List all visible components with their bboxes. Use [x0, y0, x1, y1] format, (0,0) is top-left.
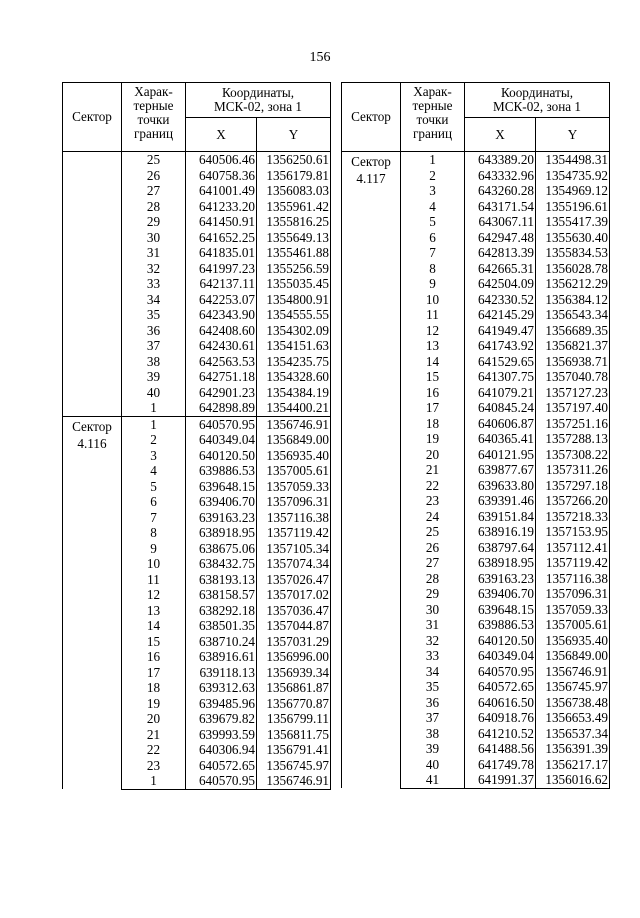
y-coordinate-cell: 1356212.29 — [536, 276, 610, 292]
y-coordinate-cell: 1357105.34 — [257, 541, 331, 557]
y-coordinate-cell: 1357127.23 — [536, 385, 610, 401]
x-coordinate-cell: 642665.31 — [465, 261, 536, 277]
y-coordinate-cell: 1356179.81 — [257, 168, 331, 184]
x-coordinate-cell: 640121.95 — [465, 447, 536, 463]
header-coordinates: Координаты, МСК-02, зона 1 — [186, 83, 331, 118]
x-coordinate-cell: 639648.15 — [465, 602, 536, 618]
x-coordinate-cell: 642408.60 — [186, 323, 257, 339]
point-number-cell: 25 — [401, 524, 465, 540]
point-number-cell: 4 — [401, 199, 465, 215]
header-boundary-points: Харак- терные точки границ — [401, 83, 465, 152]
x-coordinate-cell: 643260.28 — [465, 183, 536, 199]
point-number-cell: 8 — [401, 261, 465, 277]
point-number-cell: 1 — [122, 400, 186, 416]
y-coordinate-cell: 1355417.39 — [536, 214, 610, 230]
y-coordinate-cell: 1356821.37 — [536, 338, 610, 354]
y-coordinate-cell: 1354151.63 — [257, 338, 331, 354]
y-coordinate-cell: 1356537.34 — [536, 726, 610, 742]
point-number-cell: 36 — [401, 695, 465, 711]
y-coordinate-cell: 1357017.02 — [257, 587, 331, 603]
point-number-cell: 18 — [401, 416, 465, 432]
x-coordinate-cell: 638501.35 — [186, 618, 257, 634]
point-number-cell: 17 — [401, 400, 465, 416]
point-number-cell: 1 — [122, 773, 186, 789]
y-coordinate-cell: 1355035.45 — [257, 276, 331, 292]
y-coordinate-cell: 1356653.49 — [536, 710, 610, 726]
y-coordinate-cell: 1355961.42 — [257, 199, 331, 215]
x-coordinate-cell: 638797.64 — [465, 540, 536, 556]
point-number-cell: 5 — [122, 479, 186, 495]
point-number-cell: 33 — [122, 276, 186, 292]
point-number-cell: 16 — [122, 649, 186, 665]
x-coordinate-cell: 640845.24 — [465, 400, 536, 416]
x-coordinate-cell: 638432.75 — [186, 556, 257, 572]
x-coordinate-cell: 640570.95 — [186, 773, 257, 789]
y-coordinate-cell: 1356770.87 — [257, 696, 331, 712]
y-coordinate-cell: 1354498.31 — [536, 152, 610, 168]
table-row — [63, 416, 331, 432]
table-row — [63, 152, 331, 168]
y-coordinate-cell: 1357311.26 — [536, 462, 610, 478]
coordinates-table-right — [341, 82, 610, 789]
x-coordinate-cell: 642751.18 — [186, 369, 257, 385]
sector-cell — [63, 152, 122, 417]
x-coordinate-cell: 640570.95 — [186, 416, 257, 432]
point-number-cell: 20 — [122, 711, 186, 727]
header-x: X — [186, 118, 257, 152]
y-coordinate-cell: 1356745.97 — [536, 679, 610, 695]
y-coordinate-cell: 1356996.00 — [257, 649, 331, 665]
y-coordinate-cell: 1354800.91 — [257, 292, 331, 308]
point-number-cell: 21 — [122, 727, 186, 743]
point-number-cell: 30 — [122, 230, 186, 246]
x-coordinate-cell: 640120.50 — [186, 448, 257, 464]
x-coordinate-cell: 638916.19 — [465, 524, 536, 540]
coordinates-table-left — [62, 82, 331, 790]
y-coordinate-cell: 1357059.33 — [257, 479, 331, 495]
point-number-cell: 14 — [122, 618, 186, 634]
y-coordinate-cell: 1357153.95 — [536, 524, 610, 540]
point-number-cell: 11 — [122, 572, 186, 588]
x-coordinate-cell: 641991.37 — [465, 772, 536, 788]
x-coordinate-cell: 641001.49 — [186, 183, 257, 199]
point-number-cell: 7 — [401, 245, 465, 261]
point-number-cell: 9 — [401, 276, 465, 292]
y-coordinate-cell: 1357005.61 — [536, 617, 610, 633]
x-coordinate-cell: 642898.89 — [186, 400, 257, 416]
y-coordinate-cell: 1356935.40 — [257, 448, 331, 464]
x-coordinate-cell: 641997.23 — [186, 261, 257, 277]
y-coordinate-cell: 1356738.48 — [536, 695, 610, 711]
y-coordinate-cell: 1354235.75 — [257, 354, 331, 370]
point-number-cell: 25 — [122, 152, 186, 168]
x-coordinate-cell: 641749.78 — [465, 757, 536, 773]
point-number-cell: 19 — [122, 696, 186, 712]
point-number-cell: 28 — [122, 199, 186, 215]
point-number-cell: 39 — [122, 369, 186, 385]
y-coordinate-cell: 1355630.40 — [536, 230, 610, 246]
x-coordinate-cell: 639406.70 — [465, 586, 536, 602]
point-number-cell: 14 — [401, 354, 465, 370]
x-coordinate-cell: 642253.07 — [186, 292, 257, 308]
y-coordinate-cell: 1357119.42 — [257, 525, 331, 541]
point-number-cell: 11 — [401, 307, 465, 323]
y-coordinate-cell: 1356746.91 — [257, 773, 331, 789]
point-number-cell: 35 — [122, 307, 186, 323]
x-coordinate-cell: 640365.41 — [465, 431, 536, 447]
y-coordinate-cell: 1354400.21 — [257, 400, 331, 416]
y-coordinate-cell: 1356689.35 — [536, 323, 610, 339]
table-row — [342, 152, 610, 168]
page-number: 156 — [309, 50, 331, 65]
y-coordinate-cell: 1355256.59 — [257, 261, 331, 277]
x-coordinate-cell: 638918.95 — [186, 525, 257, 541]
point-number-cell: 19 — [401, 431, 465, 447]
point-number-cell: 8 — [122, 525, 186, 541]
point-number-cell: 23 — [401, 493, 465, 509]
x-coordinate-cell: 639391.46 — [465, 493, 536, 509]
y-coordinate-cell: 1357026.47 — [257, 572, 331, 588]
point-number-cell: 31 — [122, 245, 186, 261]
y-coordinate-cell: 1357040.78 — [536, 369, 610, 385]
point-number-cell: 27 — [122, 183, 186, 199]
y-coordinate-cell: 1356811.75 — [257, 727, 331, 743]
point-number-cell: 24 — [401, 509, 465, 525]
y-coordinate-cell: 1356861.87 — [257, 680, 331, 696]
x-coordinate-cell: 641949.47 — [465, 323, 536, 339]
header-y: Y — [257, 118, 331, 152]
point-number-cell: 32 — [401, 633, 465, 649]
point-number-cell: 20 — [401, 447, 465, 463]
point-number-cell: 40 — [401, 757, 465, 773]
x-coordinate-cell: 641233.20 — [186, 199, 257, 215]
y-coordinate-cell: 1357059.33 — [536, 602, 610, 618]
point-number-cell: 2 — [401, 168, 465, 184]
table-body — [63, 152, 331, 790]
y-coordinate-cell: 1356028.78 — [536, 261, 610, 277]
y-coordinate-cell: 1355649.13 — [257, 230, 331, 246]
point-number-cell: 26 — [122, 168, 186, 184]
y-coordinate-cell: 1357116.38 — [257, 510, 331, 526]
y-coordinate-cell: 1357251.16 — [536, 416, 610, 432]
point-number-cell: 27 — [401, 555, 465, 571]
point-number-cell: 13 — [401, 338, 465, 354]
point-number-cell: 12 — [401, 323, 465, 339]
point-number-cell: 35 — [401, 679, 465, 695]
x-coordinate-cell: 643067.11 — [465, 214, 536, 230]
point-number-cell: 21 — [401, 462, 465, 478]
x-coordinate-cell: 639648.15 — [186, 479, 257, 495]
y-coordinate-cell: 1355196.61 — [536, 199, 610, 215]
y-coordinate-cell: 1356849.00 — [536, 648, 610, 664]
x-coordinate-cell: 642504.09 — [465, 276, 536, 292]
y-coordinate-cell: 1356250.61 — [257, 152, 331, 168]
x-coordinate-cell: 642145.29 — [465, 307, 536, 323]
x-coordinate-cell: 639886.53 — [186, 463, 257, 479]
point-number-cell: 22 — [401, 478, 465, 494]
x-coordinate-cell: 641488.56 — [465, 741, 536, 757]
point-number-cell: 28 — [401, 571, 465, 587]
point-number-cell: 17 — [122, 665, 186, 681]
point-number-cell: 7 — [122, 510, 186, 526]
x-coordinate-cell: 642947.48 — [465, 230, 536, 246]
y-coordinate-cell: 1356799.11 — [257, 711, 331, 727]
x-coordinate-cell: 640349.04 — [186, 432, 257, 448]
x-coordinate-cell: 638292.18 — [186, 603, 257, 619]
header-boundary-points: Харак- терные точки границ — [122, 83, 186, 152]
point-number-cell: 15 — [122, 634, 186, 650]
y-coordinate-cell: 1354328.60 — [257, 369, 331, 385]
y-coordinate-cell: 1355461.88 — [257, 245, 331, 261]
point-number-cell: 37 — [122, 338, 186, 354]
point-number-cell: 1 — [401, 152, 465, 168]
y-coordinate-cell: 1356391.39 — [536, 741, 610, 757]
point-number-cell: 40 — [122, 385, 186, 401]
x-coordinate-cell: 638193.13 — [186, 572, 257, 588]
sector-cell: Сектор 4.117 — [342, 152, 401, 789]
x-coordinate-cell: 642901.23 — [186, 385, 257, 401]
x-coordinate-cell: 639679.82 — [186, 711, 257, 727]
point-number-cell: 15 — [401, 369, 465, 385]
y-coordinate-cell: 1357096.31 — [536, 586, 610, 602]
point-number-cell: 32 — [122, 261, 186, 277]
x-coordinate-cell: 642343.90 — [186, 307, 257, 323]
y-coordinate-cell: 1356016.62 — [536, 772, 610, 788]
point-number-cell: 38 — [401, 726, 465, 742]
point-number-cell: 6 — [401, 230, 465, 246]
y-coordinate-cell: 1357036.47 — [257, 603, 331, 619]
point-number-cell: 29 — [401, 586, 465, 602]
header-sector: Сектор — [342, 83, 401, 152]
point-number-cell: 31 — [401, 617, 465, 633]
table-header — [63, 83, 331, 152]
x-coordinate-cell: 640349.04 — [465, 648, 536, 664]
point-number-cell: 16 — [401, 385, 465, 401]
table-header — [342, 83, 610, 152]
point-number-cell: 9 — [122, 541, 186, 557]
point-number-cell: 6 — [122, 494, 186, 510]
x-coordinate-cell: 638710.24 — [186, 634, 257, 650]
point-number-cell: 37 — [401, 710, 465, 726]
y-coordinate-cell: 1357197.40 — [536, 400, 610, 416]
x-coordinate-cell: 640606.87 — [465, 416, 536, 432]
point-number-cell: 18 — [122, 680, 186, 696]
y-coordinate-cell: 1357031.29 — [257, 634, 331, 650]
y-coordinate-cell: 1356935.40 — [536, 633, 610, 649]
y-coordinate-cell: 1354555.55 — [257, 307, 331, 323]
x-coordinate-cell: 639163.23 — [465, 571, 536, 587]
point-number-cell: 2 — [122, 432, 186, 448]
y-coordinate-cell: 1356746.91 — [257, 416, 331, 432]
x-coordinate-cell: 640570.95 — [465, 664, 536, 680]
point-number-cell: 12 — [122, 587, 186, 603]
point-number-cell: 23 — [122, 758, 186, 774]
y-coordinate-cell: 1357044.87 — [257, 618, 331, 634]
x-coordinate-cell: 642813.39 — [465, 245, 536, 261]
y-coordinate-cell: 1356745.97 — [257, 758, 331, 774]
x-coordinate-cell: 641652.25 — [186, 230, 257, 246]
y-coordinate-cell: 1357005.61 — [257, 463, 331, 479]
point-number-cell: 41 — [401, 772, 465, 788]
table-body — [342, 152, 610, 789]
point-number-cell: 3 — [122, 448, 186, 464]
y-coordinate-cell: 1354302.09 — [257, 323, 331, 339]
x-coordinate-cell: 643332.96 — [465, 168, 536, 184]
y-coordinate-cell: 1356939.34 — [257, 665, 331, 681]
x-coordinate-cell: 642430.61 — [186, 338, 257, 354]
x-coordinate-cell: 639151.84 — [465, 509, 536, 525]
x-coordinate-cell: 643171.54 — [465, 199, 536, 215]
y-coordinate-cell: 1357096.31 — [257, 494, 331, 510]
point-number-cell: 13 — [122, 603, 186, 619]
y-coordinate-cell: 1354969.12 — [536, 183, 610, 199]
y-coordinate-cell: 1356849.00 — [257, 432, 331, 448]
y-coordinate-cell: 1356543.34 — [536, 307, 610, 323]
point-number-cell: 36 — [122, 323, 186, 339]
x-coordinate-cell: 640120.50 — [465, 633, 536, 649]
x-coordinate-cell: 639118.13 — [186, 665, 257, 681]
y-coordinate-cell: 1356791.41 — [257, 742, 331, 758]
x-coordinate-cell: 642137.11 — [186, 276, 257, 292]
x-coordinate-cell: 638158.57 — [186, 587, 257, 603]
y-coordinate-cell: 1357074.34 — [257, 556, 331, 572]
point-number-cell: 38 — [122, 354, 186, 370]
x-coordinate-cell: 641307.75 — [465, 369, 536, 385]
x-coordinate-cell: 641529.65 — [465, 354, 536, 370]
y-coordinate-cell: 1357116.38 — [536, 571, 610, 587]
point-number-cell: 29 — [122, 214, 186, 230]
header-x: X — [465, 118, 536, 152]
point-number-cell: 26 — [401, 540, 465, 556]
x-coordinate-cell: 640758.36 — [186, 168, 257, 184]
x-coordinate-cell: 642563.53 — [186, 354, 257, 370]
x-coordinate-cell: 640306.94 — [186, 742, 257, 758]
x-coordinate-cell: 640616.50 — [465, 695, 536, 711]
x-coordinate-cell: 639406.70 — [186, 494, 257, 510]
header-sector: Сектор — [63, 83, 122, 152]
x-coordinate-cell: 643389.20 — [465, 152, 536, 168]
point-number-cell: 22 — [122, 742, 186, 758]
point-number-cell: 1 — [122, 416, 186, 432]
header-y: Y — [536, 118, 610, 152]
y-coordinate-cell: 1356938.71 — [536, 354, 610, 370]
header-coordinates: Координаты, МСК-02, зона 1 — [465, 83, 610, 118]
y-coordinate-cell: 1355816.25 — [257, 214, 331, 230]
x-coordinate-cell: 641210.52 — [465, 726, 536, 742]
x-coordinate-cell: 639886.53 — [465, 617, 536, 633]
x-coordinate-cell: 638675.06 — [186, 541, 257, 557]
point-number-cell: 33 — [401, 648, 465, 664]
y-coordinate-cell: 1357112.41 — [536, 540, 610, 556]
y-coordinate-cell: 1356217.17 — [536, 757, 610, 773]
x-coordinate-cell: 641743.92 — [465, 338, 536, 354]
point-number-cell: 5 — [401, 214, 465, 230]
y-coordinate-cell: 1357297.18 — [536, 478, 610, 494]
y-coordinate-cell: 1357218.33 — [536, 509, 610, 525]
x-coordinate-cell: 640572.65 — [465, 679, 536, 695]
x-coordinate-cell: 638918.95 — [465, 555, 536, 571]
x-coordinate-cell: 642330.52 — [465, 292, 536, 308]
x-coordinate-cell: 639163.23 — [186, 510, 257, 526]
x-coordinate-cell: 641079.21 — [465, 385, 536, 401]
x-coordinate-cell: 639485.96 — [186, 696, 257, 712]
point-number-cell: 34 — [122, 292, 186, 308]
point-number-cell: 10 — [401, 292, 465, 308]
sector-cell: Сектор 4.116 — [63, 416, 122, 789]
point-number-cell: 4 — [122, 463, 186, 479]
x-coordinate-cell: 641450.91 — [186, 214, 257, 230]
point-number-cell: 30 — [401, 602, 465, 618]
x-coordinate-cell: 639312.63 — [186, 680, 257, 696]
point-number-cell: 39 — [401, 741, 465, 757]
y-coordinate-cell: 1357266.20 — [536, 493, 610, 509]
x-coordinate-cell: 640918.76 — [465, 710, 536, 726]
y-coordinate-cell: 1357119.42 — [536, 555, 610, 571]
x-coordinate-cell: 640572.65 — [186, 758, 257, 774]
point-number-cell: 3 — [401, 183, 465, 199]
x-coordinate-cell: 640506.46 — [186, 152, 257, 168]
y-coordinate-cell: 1357308.22 — [536, 447, 610, 463]
x-coordinate-cell: 639633.80 — [465, 478, 536, 494]
y-coordinate-cell: 1356746.91 — [536, 664, 610, 680]
x-coordinate-cell: 639993.59 — [186, 727, 257, 743]
y-coordinate-cell: 1354735.92 — [536, 168, 610, 184]
y-coordinate-cell: 1357288.13 — [536, 431, 610, 447]
y-coordinate-cell: 1355834.53 — [536, 245, 610, 261]
y-coordinate-cell: 1356083.03 — [257, 183, 331, 199]
y-coordinate-cell: 1354384.19 — [257, 385, 331, 401]
x-coordinate-cell: 641835.01 — [186, 245, 257, 261]
y-coordinate-cell: 1356384.12 — [536, 292, 610, 308]
point-number-cell: 10 — [122, 556, 186, 572]
point-number-cell: 34 — [401, 664, 465, 680]
x-coordinate-cell: 638916.61 — [186, 649, 257, 665]
x-coordinate-cell: 639877.67 — [465, 462, 536, 478]
